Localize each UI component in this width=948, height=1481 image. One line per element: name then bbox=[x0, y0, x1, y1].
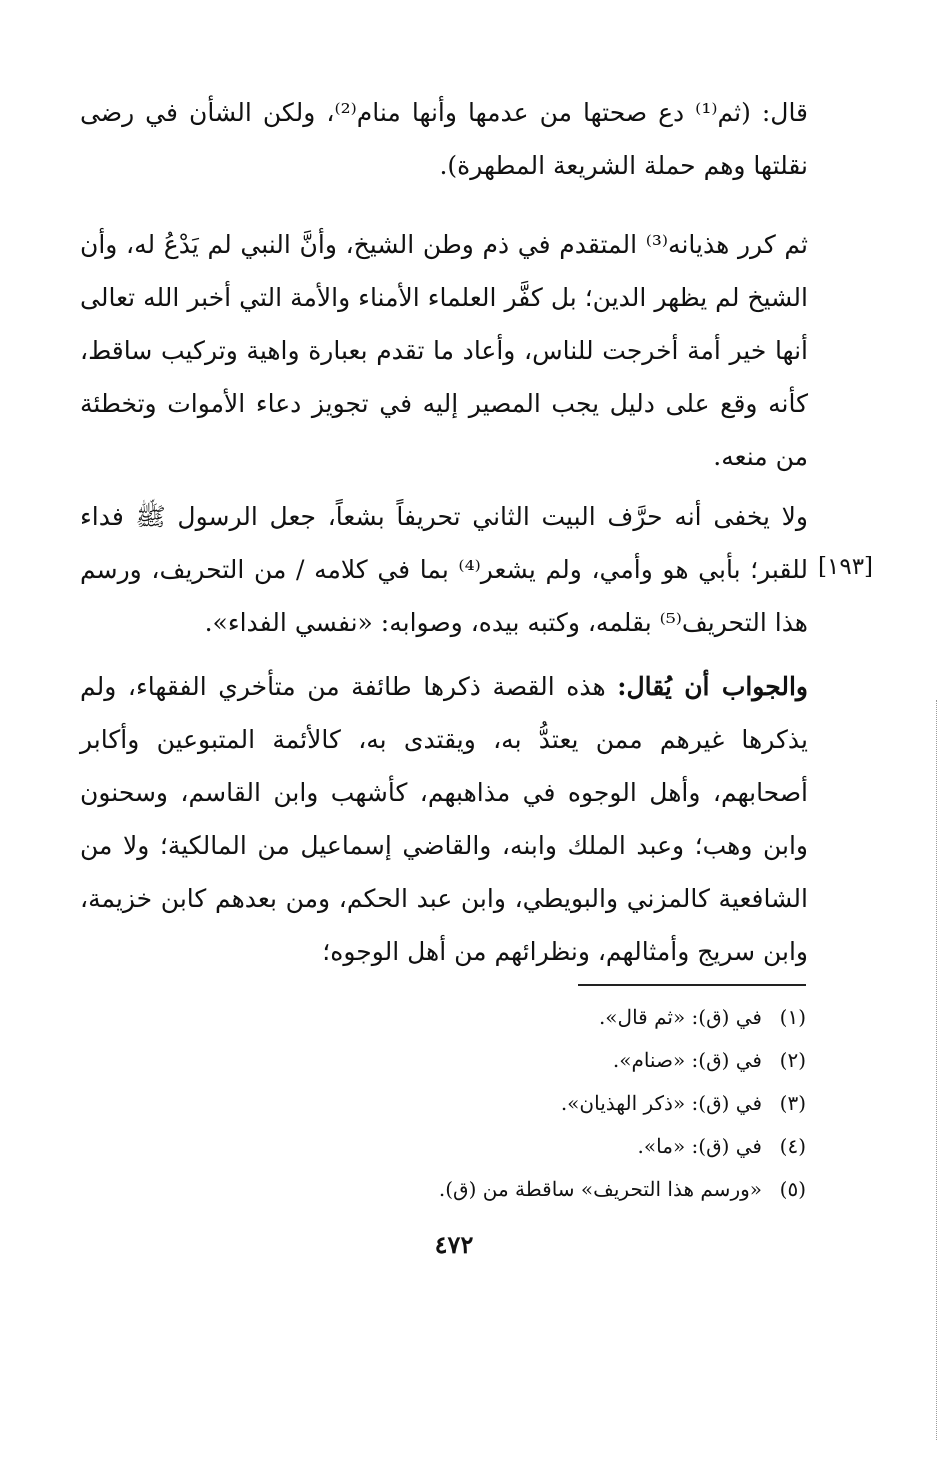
footnote-text: في (ق): «ذكر الهذيان». bbox=[560, 1091, 762, 1115]
paragraph-text: ولا يخفى أنه حرَّف البيت الثاني تحريفاً بشعاً، جعل الرسول ﷺ فداء للقبر؛ بأبي هو وأمي، ولم يشعر⁽⁴⁾ بما في كلامه / من التحريف، ورسم هذا التحريف⁽⁵⁾ بقلمه، وكتبه بيده، وصوابه: «نفسي الفداء». bbox=[80, 502, 808, 637]
footnote-item bbox=[300, 1082, 806, 1125]
footnote-divider bbox=[578, 984, 806, 986]
footnote-number: (٤) bbox=[779, 1134, 806, 1158]
answer-body: هذه القصة ذكرها طائفة من متأخري الفقهاء، ولم يذكرها غيرهم ممن يعتدُّ به، ويقتدى به، كالأئمة المتبوعين وأكابر أصحابهم، وأهل الوجوه في مذاهبهم، كأشهب وابن القاسم، وسحنون وابن وهب؛ وعبد الملك وابنه، والقاضي إسماعيل من المالكية؛ ولا من الشافعية كالمزني والبويطي، وابن عبد الحكم، ومن بعدهم كابن خزيمة، وابن سريج وأمثالهم، ونظرائهم من أهل الوجوه؛ bbox=[80, 672, 808, 966]
answer-lead: والجواب أن يُقال: bbox=[617, 672, 808, 701]
footnote-item bbox=[300, 1125, 806, 1168]
footnote-text: في (ق): «ما». bbox=[637, 1134, 762, 1158]
paragraph-repetition bbox=[80, 218, 808, 483]
manuscript-page-ref: [١٩٣] bbox=[818, 554, 874, 580]
footnote-number: (٣) bbox=[779, 1091, 806, 1115]
page-number: ٤٧٢ bbox=[434, 1230, 474, 1259]
footnotes bbox=[300, 996, 806, 1211]
binding-edge bbox=[936, 700, 937, 1440]
paragraph-text: ثم كرر هذيانه⁽³⁾ المتقدم في ذم وطن الشيخ، وأنَّ النبي لم يَدْعُ له، وأن الشيخ لم يظهر الدين؛ بل كفَّر العلماء الأمناء والأمة التي أخبر الله تعالى أنها خير أمة أخرجت للناس، وأعاد ما تقدم بعبارة واهية وتركيب ساقط، كأنه وقع على دليل يجب المصير إليه في تجويز دعاء الأموات وتخطئة من منعه. bbox=[80, 230, 808, 471]
footnote-number: (٥) bbox=[779, 1177, 806, 1201]
footnote-item bbox=[300, 996, 806, 1039]
paragraph-distortion bbox=[80, 490, 808, 649]
footnote-item bbox=[300, 1168, 806, 1211]
footnote-item bbox=[300, 1039, 806, 1082]
footnote-text: في (ق): «صنام». bbox=[612, 1048, 762, 1072]
paragraph-text: قال: (ثم⁽¹⁾ دع صحتها من عدمها وأنها منام⁽²⁾، ولكن الشأن في رضى نقلتها وهم حملة الشريعة المطهرة). bbox=[80, 98, 809, 180]
footnote-text: «ورسم هذا التحريف» ساقطة من (ق). bbox=[438, 1177, 762, 1201]
paragraph-quote bbox=[80, 86, 808, 192]
paragraph-text bbox=[80, 660, 808, 978]
footnote-number: (١) bbox=[779, 1005, 806, 1029]
footnote-text: في (ق): «ثم قال». bbox=[598, 1005, 762, 1029]
paragraph-answer bbox=[80, 660, 808, 978]
footnote-number: (٢) bbox=[779, 1048, 806, 1072]
